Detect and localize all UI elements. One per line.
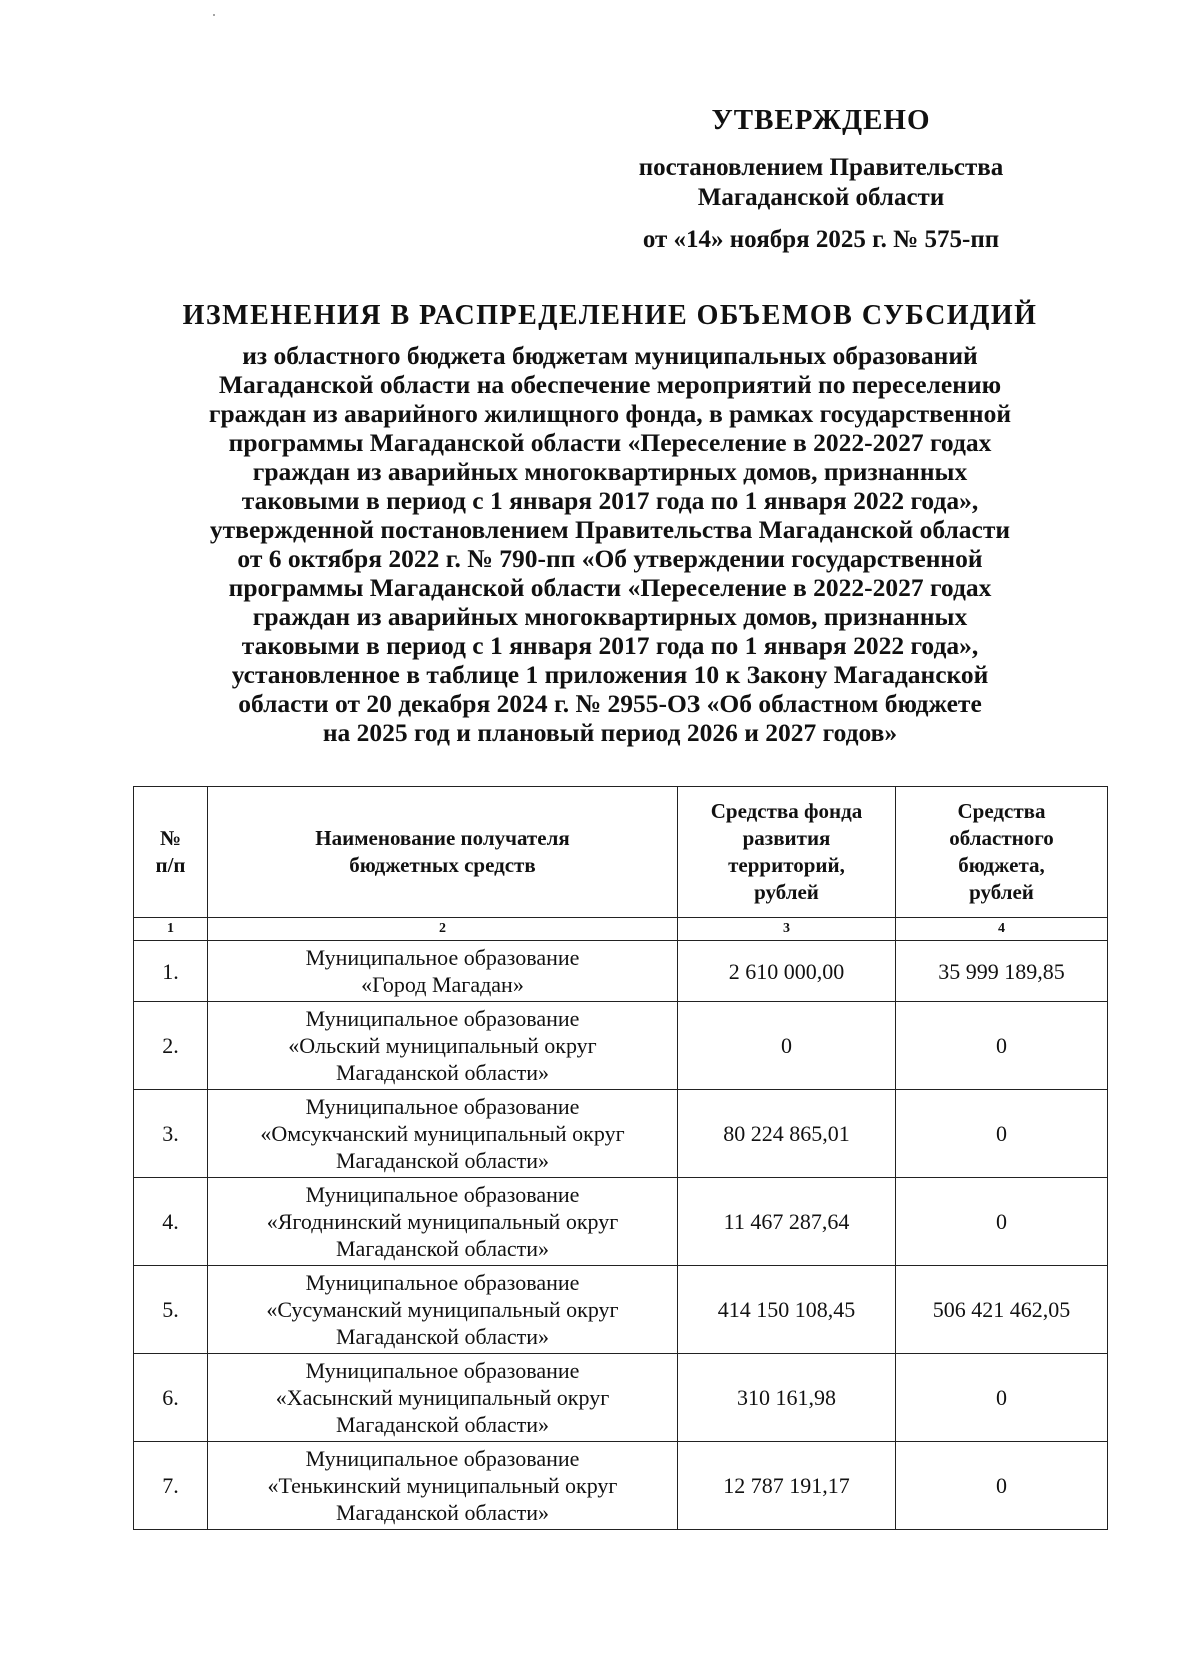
row-fund: 11 467 287,64: [678, 1178, 896, 1266]
table-row: [134, 1266, 1108, 1354]
row-num: 2.: [134, 1002, 208, 1090]
row-fund: 12 787 191,17: [678, 1442, 896, 1530]
column-number: 2: [208, 918, 678, 941]
row-name: Муниципальное образование «Ягоднинский муниципальный округ Магаданской области»: [208, 1178, 678, 1266]
table-row: [134, 941, 1108, 1002]
row-name: Муниципальное образование «Город Магадан»: [208, 941, 678, 1002]
approval-date: от «14» ноября 2025 г. № 575-пп: [642, 226, 1000, 253]
row-fund: 0: [678, 1002, 896, 1090]
heading-sub: из областного бюджета бюджетам муниципальных образований Магаданской области на обеспечение мероприятий по переселению граждан из аварийного жилищного фонда, в рамках государственной программы Магаданской области «Переселение в 2022-2027 годах граждан из аварийных многоквартирных домов, признанных таковыми в период с 1 января 2017 года по 1 января 2022 года», утвержденной постановлением Правительства Магаданской области от 6 октября 2022 г. № 790-пп «Об утверждении государственной программы Магаданской области «Переселение в 2022-2027 годах граждан из аварийных многоквартирных домов, признанных таковыми в период с 1 января 2017 года по 1 января 2022 года», установленное в таблице 1 приложения 10 к Закону Магаданской области от 20 декабря 2024 г. № 2955-ОЗ «Об областном бюджете на 2025 год и плановый период 2026 и 2027 годов»: [208, 341, 1012, 747]
row-name: Муниципальное образование «Омсукчанский муниципальный округ Магаданской области»: [208, 1090, 678, 1178]
column-numbers-row: [134, 918, 1108, 941]
heading-main: ИЗМЕНЕНИЯ В РАСПРЕДЕЛЕНИЕ ОБЪЕМОВ СУБСИДИЙ: [182, 300, 1038, 331]
subsidies-table: [133, 786, 1108, 1530]
table-row: [134, 1002, 1108, 1090]
row-fund: 310 161,98: [678, 1354, 896, 1442]
approval-line-1: постановлением Правительства: [638, 154, 1004, 181]
column-number: 1: [134, 918, 208, 941]
table-row: [134, 1090, 1108, 1178]
row-num: 4.: [134, 1178, 208, 1266]
column-number: 3: [678, 918, 896, 941]
table-row: [134, 1354, 1108, 1442]
row-fund: 80 224 865,01: [678, 1090, 896, 1178]
row-fund: 414 150 108,45: [678, 1266, 896, 1354]
row-budget: 0: [896, 1442, 1108, 1530]
document-heading: [110, 298, 1110, 747]
table-header-row: [134, 787, 1108, 918]
table-row: [134, 1178, 1108, 1266]
row-budget: 0: [896, 1002, 1108, 1090]
row-num: 5.: [134, 1266, 208, 1354]
header-fund: Средства фонда развития территорий, рублей: [678, 787, 896, 918]
row-budget: 0: [896, 1354, 1108, 1442]
approval-title: УТВЕРЖДЕНО: [711, 104, 931, 136]
row-name: Муниципальное образование «Тенькинский муниципальный округ Магаданской области»: [208, 1442, 678, 1530]
row-budget: 0: [896, 1178, 1108, 1266]
row-budget: 35 999 189,85: [896, 941, 1108, 1002]
row-budget: 0: [896, 1090, 1108, 1178]
row-num: 7.: [134, 1442, 208, 1530]
row-num: 6.: [134, 1354, 208, 1442]
row-num: 1.: [134, 941, 208, 1002]
approval-block: [560, 104, 1082, 255]
row-budget: 506 421 462,05: [896, 1266, 1108, 1354]
row-name: Муниципальное образование «Ольский муниципальный округ Магаданской области»: [208, 1002, 678, 1090]
column-number: 4: [896, 918, 1108, 941]
row-name: Муниципальное образование «Сусуманский муниципальный округ Магаданской области»: [208, 1266, 678, 1354]
row-name: Муниципальное образование «Хасынский муниципальный округ Магаданской области»: [208, 1354, 678, 1442]
table-row: [134, 1442, 1108, 1530]
row-num: 3.: [134, 1090, 208, 1178]
header-num: № п/п: [134, 787, 208, 918]
header-budget: Средства областного бюджета, рублей: [896, 787, 1108, 918]
approval-line-2: Магаданской области: [697, 184, 945, 211]
scan-speck: [213, 14, 215, 16]
row-fund: 2 610 000,00: [678, 941, 896, 1002]
header-name: Наименование получателя бюджетных средств: [208, 787, 678, 918]
